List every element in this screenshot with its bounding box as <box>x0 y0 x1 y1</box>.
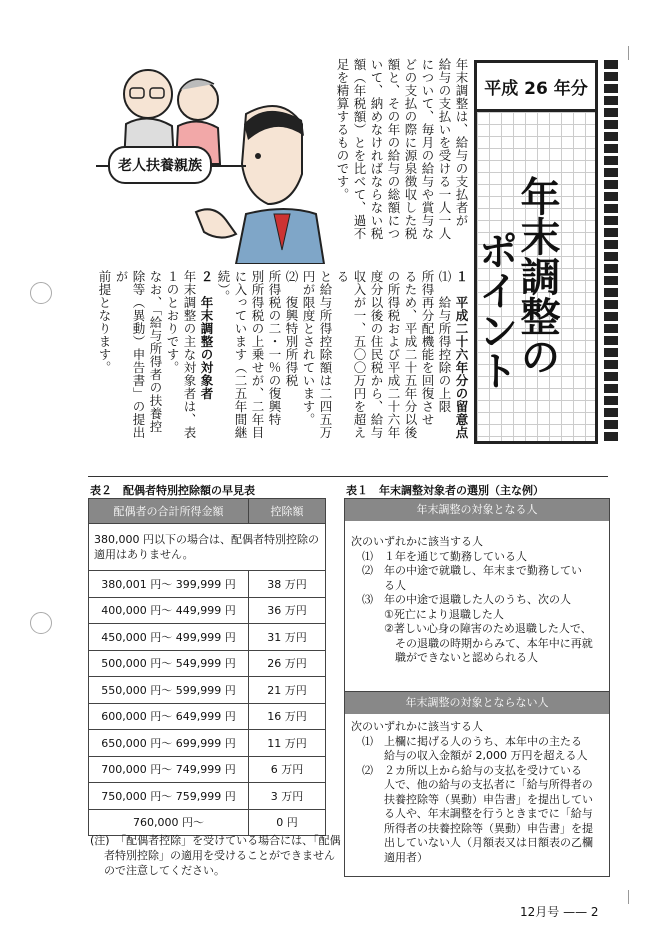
dash-segment <box>604 288 618 297</box>
edge-mark <box>628 890 629 904</box>
table-row <box>89 597 326 624</box>
callout-bubble <box>108 146 212 184</box>
range-cell: 450,000 円〜 499,999 円 <box>89 624 249 651</box>
dash-segment <box>604 84 618 93</box>
table1 <box>344 498 610 877</box>
section1-text: １ 平成二十六年分の留意点 ⑴ 給与所得控除の上限 所得再分配機能を回復させ るため、平成二十五年分以後 の所得税および平成二十六年 度分以後の住民税から、給与 収入が一、五〇〇万円を超える と給与所得控除額は二四五万 円が限度とされています。 ⑵ 復興特別所得税 所得税の二・一％の復興特 別所得税の上乗せが、二年目 に入っています（二五年間継 続）。 ２ 年末調整の対象者 年末調整の主な対象者は、表 １のとおりです。 なお、「給与所得者の扶養控 除等（異動）申告書」の提出が 前提となります。 <box>97 270 469 439</box>
table1-line: 扶養控除等（異動）申告書」を提出してい <box>351 792 593 806</box>
table-row <box>89 756 326 783</box>
dash-segment <box>604 72 618 81</box>
amount-cell: 16 万円 <box>249 703 326 730</box>
dash-segment <box>604 348 618 357</box>
dash-segment <box>604 276 618 285</box>
dash-segment <box>604 120 618 129</box>
dash-segment <box>604 420 618 429</box>
amount-cell: 26 万円 <box>249 650 326 677</box>
dash-segment <box>604 132 618 141</box>
callout-label: 老人扶養親族 <box>118 158 202 174</box>
range-cell: 380,001 円〜 399,999 円 <box>89 571 249 598</box>
amount-cell: 38 万円 <box>249 571 326 598</box>
table1-line: ⑴ 上欄に掲げる人のうち、本年中の主たる <box>351 734 582 748</box>
table-row <box>89 571 326 598</box>
table2-header-range: 配偶者の合計所得金額 <box>89 499 249 524</box>
table2 <box>88 498 326 836</box>
table1-head-included: 年末調整の対象となる人 <box>345 499 609 521</box>
dash-segment <box>604 240 618 249</box>
table2-header-row <box>89 499 326 524</box>
table1-line: 適用者） <box>351 850 428 864</box>
table1-line: 給与の収入金額が 2,000 万円を超える人 <box>351 749 588 762</box>
dash-segment <box>604 108 618 117</box>
table1-caption: 表１ 年末調整対象者の選別（主な例） <box>346 484 544 497</box>
amount-cell: 11 万円 <box>249 730 326 757</box>
table-row <box>89 703 326 730</box>
table2-caption: 表２ 配偶者特別控除額の早見表 <box>90 484 255 497</box>
dash-segment <box>604 228 618 237</box>
dash-segment <box>604 96 618 105</box>
edge-mark <box>628 46 629 60</box>
banner-grid <box>472 112 595 441</box>
amount-cell: 31 万円 <box>249 624 326 651</box>
table2-note-row <box>89 524 326 571</box>
intro-text: 年末調整は、給与の支払者が 給与の支払いを受ける一人一人 について、毎月の給与や賞与な どの支払の際に源泉徴収した税 額と、その年の給与の総額につ いて、納めなければならない税 額（年税額）とを比べて、過不 足を精算するものです。 <box>335 58 469 240</box>
table-row <box>89 624 326 651</box>
dash-segment <box>604 156 618 165</box>
banner-title-col1: 年末調整の <box>514 176 560 376</box>
dash-segment <box>604 144 618 153</box>
dash-segment <box>604 60 618 69</box>
table2-footnote: (注) 「配偶者控除」を受けている場合には、「配偶 者特別控除」の適用を受けることができません ので注意してください。 <box>90 834 341 877</box>
amount-cell: 0 円 <box>249 809 326 836</box>
table1-body-included <box>345 521 609 691</box>
dash-segment <box>604 192 618 201</box>
dash-segment <box>604 360 618 369</box>
range-cell: 760,000 円〜 <box>89 809 249 836</box>
table-row <box>89 730 326 757</box>
table-row <box>89 783 326 810</box>
amount-cell: 3 万円 <box>249 783 326 810</box>
table1-line: 次のいずれかに該当する人 <box>351 720 483 733</box>
dash-segment <box>604 324 618 333</box>
section2-heading: ２ 年末調整の対象者 <box>199 270 214 400</box>
dash-segment <box>604 204 618 213</box>
page-footer: 12月号 —— 2 <box>520 905 599 919</box>
dash-segment <box>604 408 618 417</box>
range-cell: 500,000 円〜 549,999 円 <box>89 650 249 677</box>
dash-segment <box>604 384 618 393</box>
amount-cell: 21 万円 <box>249 677 326 704</box>
table1-line: ⑴ １年を通じて勤務している人 <box>351 549 527 563</box>
table2-header-amount: 控除額 <box>249 499 326 524</box>
table2-note: 380,000 円以下の場合は、配偶者特別控除の適用はありません。 <box>89 524 326 571</box>
table1-head-excluded: 年末調整の対象とならない人 <box>345 691 609 714</box>
range-cell: 650,000 円〜 699,999 円 <box>89 730 249 757</box>
amount-cell: 6 万円 <box>249 756 326 783</box>
table1-line: その退職の時期からみて、本年中に再就 <box>351 636 593 650</box>
dash-segment <box>604 372 618 381</box>
table1-line: 次のいずれかに該当する人 <box>351 535 483 548</box>
banner-year-label: 平成 26 年分 <box>477 63 595 112</box>
range-cell: 600,000 円〜 649,999 円 <box>89 703 249 730</box>
dash-segment <box>604 312 618 321</box>
table1-line: ①死亡により退職した人 <box>351 607 504 621</box>
section-divider <box>88 476 608 477</box>
range-cell: 400,000 円〜 449,999 円 <box>89 597 249 624</box>
dash-segment <box>604 264 618 273</box>
dash-segment <box>604 432 618 441</box>
table-row <box>89 677 326 704</box>
table1-line: ⑶ 年の中途で退職した人のうち、次の人 <box>351 593 571 606</box>
dash-segment <box>604 216 618 225</box>
table1-line: 所得者の扶養控除等（異動）申告書」を提 <box>351 821 593 835</box>
amount-cell: 36 万円 <box>249 597 326 624</box>
table1-line: ⑵ ２カ所以上から給与の支払を受けている <box>351 763 582 777</box>
dash-segment <box>604 252 618 261</box>
table1-line: る人 <box>351 578 406 592</box>
table1-line: る人や、年末調整を行うときまでに「給与 <box>351 807 593 820</box>
dash-segment <box>604 300 618 309</box>
dash-segment <box>604 396 618 405</box>
range-cell: 750,000 円〜 759,999 円 <box>89 783 249 810</box>
dash-segment <box>604 336 618 345</box>
dashed-bar <box>604 60 618 444</box>
banner-title-col2: ポイント <box>472 230 518 390</box>
dash-segment <box>604 180 618 189</box>
table1-line: 人で、他の給与の支払者に「給与所得者の <box>351 778 593 791</box>
section1-heading: １ 平成二十六年分の留意点 <box>454 270 469 439</box>
table1-body-excluded <box>345 714 609 876</box>
dash-segment <box>604 168 618 177</box>
range-cell: 700,000 円〜 749,999 円 <box>89 756 249 783</box>
table1-line: ②著しい心身の障害のため退職した人で、 <box>351 622 592 635</box>
binder-hole <box>30 282 52 304</box>
table1-line: 職ができないと認められる人 <box>351 651 538 664</box>
binder-hole <box>30 612 52 634</box>
table1-line: 出していない人（月額表又は日額表の乙欄 <box>351 836 593 849</box>
table-row <box>89 809 326 836</box>
range-cell: 550,000 円〜 599,999 円 <box>89 677 249 704</box>
table1-line: ⑵ 年の中途で就職し、年末まで勤務してい <box>351 564 582 577</box>
title-banner <box>474 60 598 444</box>
table-row <box>89 650 326 677</box>
